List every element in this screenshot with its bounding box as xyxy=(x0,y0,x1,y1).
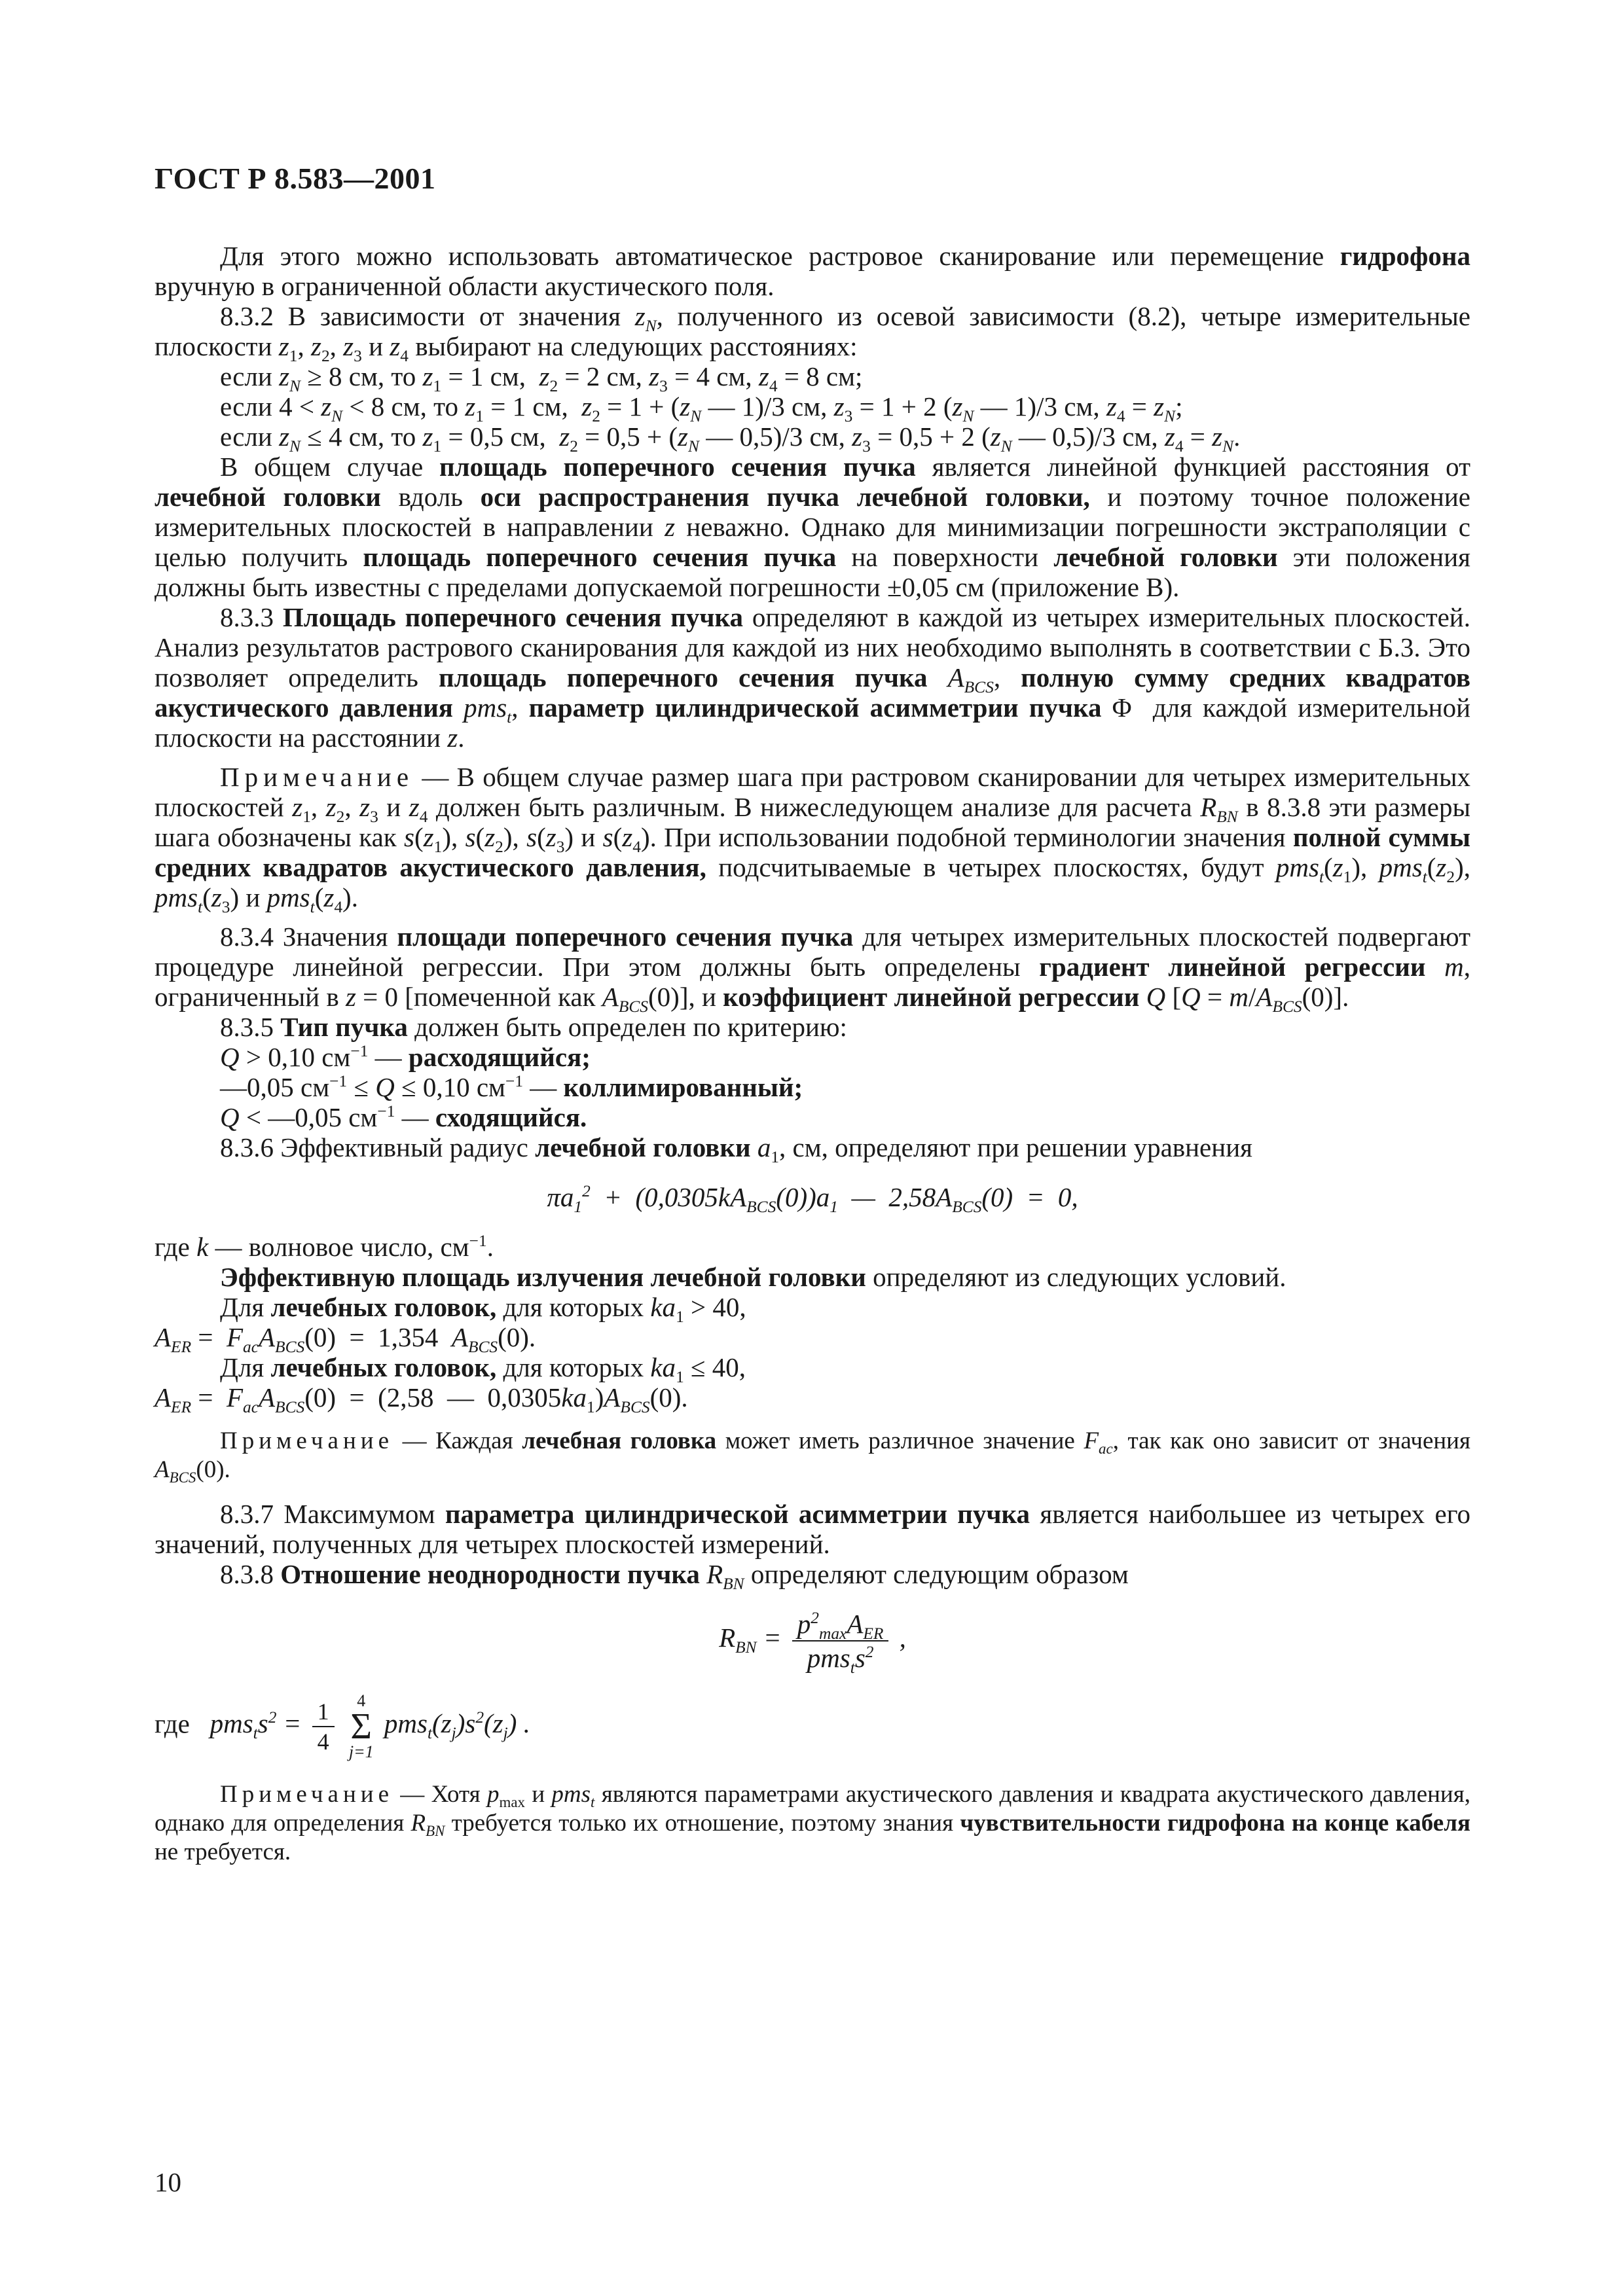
equation-rbn xyxy=(155,1608,1470,1677)
summation xyxy=(349,1693,374,1761)
paragraph-8-3-7: 8.3.7 Максимумом параметра цилиндрической асимметрии пучка является наибольшее из четырех его значений, полученных для четырех плоскостей измерений. xyxy=(155,1499,1470,1559)
fraction-quarter xyxy=(312,1698,335,1755)
equation-radius: $\pi a_1^2 + (0,0305kA_{BCS}(0))a_1$ — $2,58A_{BCS}(0) = 0$, xyxy=(547,1181,1078,1216)
fraction xyxy=(792,1608,889,1677)
equation-aer-1: $A_{ER} = F_{ac}A_{BCS}(0) = 1,354$ $A_{BCS}(0)$. xyxy=(155,1322,536,1356)
condition-line: если $z_N \le 4$ см, то $z_1 = 0,5$ см, $z_2 = 0,5 + (z_N$ — 0,5)/3 см, $z_3 = 0,5 + 2$ ($z_N$ — 0,5)/3 см, $z_4 = z_N$. xyxy=(220,422,1241,456)
summation-upper: 4 xyxy=(357,1691,366,1710)
note: Примечание — Хотя $p_{max}$ и pms$_t$ являются параметрами акустического давления и квадрата акустического давления, однако для определения $R_{BN}$ требуется только их отношение, поэтому знания чувствительности гидрофона на конце кабеля не требуется. xyxy=(155,1781,1470,1865)
criterion-line: Q < —0,05 $см^{-1}$ — сходящийся. xyxy=(220,1102,587,1132)
paragraph: Для лечебных головок, для которых $ka_1 \le 40$, xyxy=(220,1352,746,1386)
paragraph-8-3-2: 8.3.2 В зависимости от значения $z_N$, полученного из осевой зависимости (8.2), четыре измерительные плоскости $z_1$, $z_2$, $z_3$ и $z_4$ выбирают на следующих расстояниях: xyxy=(155,301,1470,365)
document-body xyxy=(155,241,1470,1867)
fraction-denominator: 4 xyxy=(317,1729,329,1755)
paragraph-8-3-5: 8.3.5 Тип пучка должен быть определен по критерию: xyxy=(220,1012,847,1042)
note: Примечание — В общем случае размер шага при растровом сканировании для четырех измерительных плоскостей $z_1$, $z_2$, $z_3$ и $z_4$ должен быть различным. В нижеследующем анализе для расчета $R_{BN}$ в 8.3.8 эти размеры шага обозначены как $s(z_1)$, $s(z_2)$, $s(z_3)$ и $s(z_4)$. При использовании подобной терминологии значения полной суммы средних квадратов акустического давления, подсчитываемые в четырех плоскостях, будут $pms_t(z_1)$, $pms_t(z_2)$, $pms_t(z_3)$ и $pms_t(z_4)$. xyxy=(155,762,1471,916)
summation-lower: j=1 xyxy=(348,1742,374,1761)
equation-lhs: $R_{BN}$ = xyxy=(719,1623,782,1657)
paragraph: где k — волновое число, $см^{-1}$. xyxy=(155,1231,494,1262)
condition-line: если $z_N \ge 8$ см, то $z_1 = 1$ см, $z_2 = 2$ см, $z_3 = 4$ см, $z_4 = 8$ см; xyxy=(220,361,863,395)
paragraph-8-3-4: 8.3.4 Значения площади поперечного сечения пучка для четырех измерительных плоскостей подвергают процедуре линейной регрессии. При этом должны быть определены градиент линейной регрессии m, ограниченный в z = 0 [помеченной как $A_{BCS}(0)$], и коэффициент линейной регрессии Q $[Q = m/A_{BCS}(0)]$. xyxy=(155,922,1471,1016)
paragraph: Для лечебных головок, для которых $ka_1 > 40$, xyxy=(220,1292,746,1326)
fraction-denominator: $pms_ts^2$ xyxy=(807,1642,874,1677)
paragraph-8-3-3: 8.3.3 Площадь поперечного сечения пучка определяют в каждой из четырех измерительных плоскостей. Анализ результатов растрового сканирования для каждой из них необходимо выполнять в соответствии с Б.3. Это позволяет определить площадь поперечного сечения пучка $A_{BCS}$, полную сумму средних квадратов акустического давления pms$_t$, параметр цилиндрической асимметрии пучка Φ для каждой измерительной плоскости на расстоянии z. xyxy=(155,602,1471,753)
document-header: ГОСТ Р 8.583—2001 xyxy=(155,162,436,195)
note: Примечание — Каждая лечебная головка может иметь различное значение $F_{ac}$, так как оно зависит от значения $A_{BCS}(0)$. xyxy=(155,1427,1470,1486)
criterion-line: Q > 0,10 $см^{-1}$ — расходящийся; xyxy=(220,1041,591,1072)
fraction-numerator: $p^2_{max}A_{ER}$ xyxy=(792,1609,889,1641)
page-number: 10 xyxy=(155,2167,181,2197)
paragraph-8-3-6: 8.3.6 Эффективный радиус лечебной головки $a_1$, см, определяют при решении уравнения xyxy=(220,1132,1253,1166)
where-label: где xyxy=(155,1708,190,1739)
equation-rhs: $pms_t(z_j)s^2(z_j)$ . xyxy=(384,1708,530,1743)
paragraph: В общем случае площадь поперечного сечения пучка является линейной функцией расстояния от лечебной головки вдоль оси распространения пучка лечебной головки, и поэтому точное положение измерительных плоскостей в направлении z неважно. Однако для минимизации погрешности экстраполяции с целью получить площадь поперечного сечения пучка на поверхности лечебной головки эти положения должны быть известны с пределами допускаемой погрешности ±0,05 см (приложение В). xyxy=(155,452,1471,602)
equation-aer-2: $A_{ER} = F_{ac}A_{BCS}(0) = (2,58$ — $0,0305ka_1)A_{BCS}(0)$. xyxy=(155,1382,688,1416)
equation-pms xyxy=(155,1693,1470,1761)
condition-line: если $4 < z_N < 8$ см, то $z_1 = 1$ см, $z_2 = 1 + (z_N$ — 1)/3 см, $z_3 = 1 + 2$ ($z_N$ — 1)/3 см, $z_4 = z_N$; xyxy=(220,391,1183,425)
criterion-line: —0,05 $см^{-1} \le Q \le 0,10$ $см^{-1}$ — коллимированный; xyxy=(220,1071,803,1102)
equation-lhs: $pms_ts^2$ = xyxy=(210,1708,302,1743)
paragraph-8-3-8: 8.3.8 Отношение неоднородности пучка $R_{BN}$ определяют следующим образом xyxy=(220,1559,1129,1593)
paragraph: Эффективную площадь излучения лечебной головки определяют из следующих условий. xyxy=(220,1262,1286,1292)
fraction-numerator: 1 xyxy=(312,1698,335,1727)
paragraph: Для этого можно использовать автоматическое растровое сканирование или перемещение гидрофона вручную в ограниченной области акустического поля. xyxy=(155,241,1470,301)
equation-tail: , xyxy=(899,1623,906,1653)
sigma-symbol: Σ xyxy=(350,1706,373,1747)
